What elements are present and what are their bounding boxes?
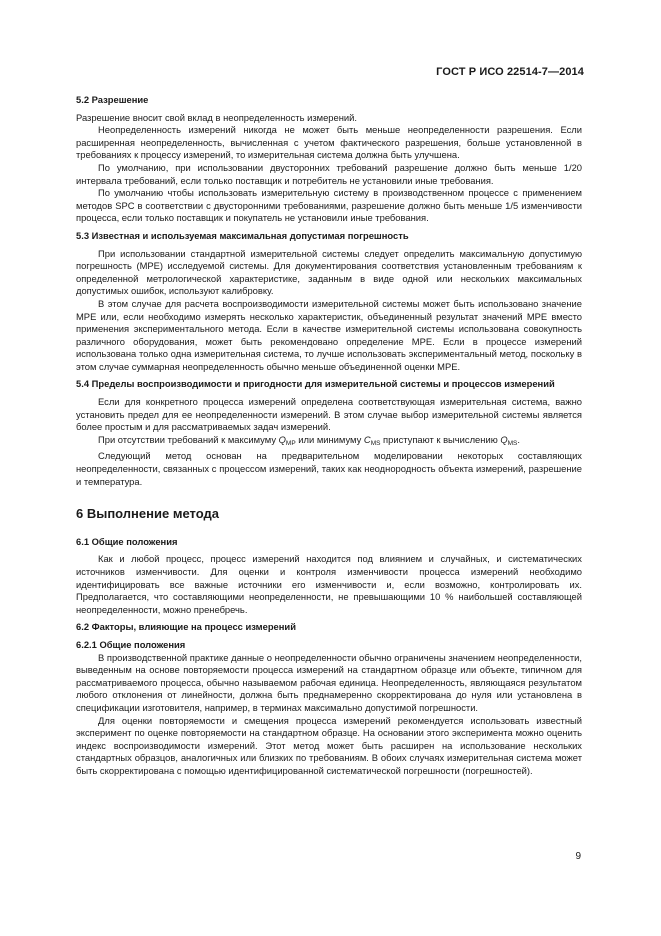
section-heading-6-2: 6.2 Факторы, влияющие на процесс измерений <box>76 621 296 633</box>
section-heading-5-4: 5.4 Пределы воспроизводимости и пригодности для измерительной системы и процессов измерений <box>76 378 555 390</box>
paragraph: Неопределенность измерений никогда не может быть меньше неопределенности разрешения. Если расширенная неопределенность, вычисленная с учетом фактического разрешения, больше установленной в требованиях к процессу измерений, то измерительная система должна быть улучшена. <box>76 124 582 161</box>
section-heading-6: 6 Выполнение метода <box>76 506 219 522</box>
paragraph: Разрешение вносит свой вклад в неопределенность измерений. <box>76 111 357 123</box>
paragraph-formula: При отсутствии требований к максимуму $Q_{MP}$ или минимуму $C_{MS}$ приступают к вычислению $Q_{MS}$. <box>98 433 520 447</box>
paragraph: В производственной практике данные о неопределенности обычно ограничены значением неопределенности, выведенным на основе повторяемости процесса измерений на стандартном образце или объекте, типичном для рассматриваемого процесса, обычно называемом рабочая единица. Неопределенность, являющаяся результатом любого отклонения от линейности, должна быть преднамеренно скорректирована до нуля или установлена в спецификации изготовителя, например, в терминах максимально допустимой погрешности. <box>76 651 582 713</box>
document-body <box>76 94 582 778</box>
section-heading-6-2-1: 6.2.1 Общие положения <box>76 638 186 650</box>
document-header: ГОСТ Р ИСО 22514-7—2014 <box>436 66 584 78</box>
page-number: 9 <box>575 851 581 862</box>
paragraph: По умолчанию, при использовании двусторонних требований разрешение должно быть меньше 1/20 интервала требований, если только поставщик и потребитель не установили иные требования. <box>76 161 582 186</box>
paragraph: Если для конкретного процесса измерений определена соответствующая измерительная система, важно установить предел для ее неопределенности измерений. В этом случае выбор измерительной системы является более простым и для рассматриваемых задач измерений. <box>76 396 582 433</box>
paragraph: Для оценки повторяемости и смещения процесса измерений рекомендуется использовать известный эксперимент по оценке повторяемости на стандартном образце. На основании этого эксперимента можно оценить индекс воспроизводимости измерений. Этот метод может быть расширен на использование нескольких стандартных образцов, аналогичных или близких по требованиям. В обоих случаях измерительная система может быть скорректирована с помощью идентифицированной систематической погрешности (погрешностей). <box>76 714 582 776</box>
paragraph: При использовании стандартной измерительной системы следует определить максимальную допустимую погрешность (MPE) исследуемой системы. Для документирования соответствия установленным требованиям к определенной метрологической характеристике, заданным в виде одной или нескольких максимальных допустимых ошибок, используют калибровку. <box>76 247 582 297</box>
paragraph: В этом случае для расчета воспроизводимости измерительной системы может быть использовано значение MPE или, если необходимо измерять несколько характеристик, объединенный результат значений MPE вместо применения экспериментального метода. Если в качестве измерительной системы использована совокупность различного оборудования, может быть рекомендовано определение MPE. Если в процессе измерений использована только одна измерительная система, то лучше использовать экспериментальный метод, поскольку в этом случае суммарная неопределенность обычно меньше объединенной оценки MPE. <box>76 297 582 372</box>
section-heading-5-2: 5.2 Разрешение <box>76 94 149 105</box>
paragraph: По умолчанию чтобы использовать измерительную систему в производственном процессе с применением методов SPC в соответствии с двусторонними требованиями, разрешение должно быть меньше 1/5 изменчивости процесса, если только поставщик и покупатель не установили иные требования. <box>76 187 582 224</box>
section-heading-6-1: 6.1 Общие положения <box>76 535 178 547</box>
paragraph: Как и любой процесс, процесс измерений находится под влиянием и случайных, и систематических источников изменчивости. Для оценки и контроля изменчивости процесса измерений необходимо идентифицировать все важные источники его изменчивости и, если возможно, контролировать их. Предполагается, что составляющими неопределенности, не превышающими 10 % наибольшей составляющей неопределенности, можно пренебречь. <box>76 553 582 615</box>
section-heading-5-3: 5.3 Известная и используемая максимальная допустимая погрешность <box>76 229 409 241</box>
paragraph: Следующий метод основан на предварительном моделировании некоторых составляющих неопределенности, связанных с процессом измерений, таких как неоднородность объекта измерений, разрешение и температура. <box>76 450 582 487</box>
